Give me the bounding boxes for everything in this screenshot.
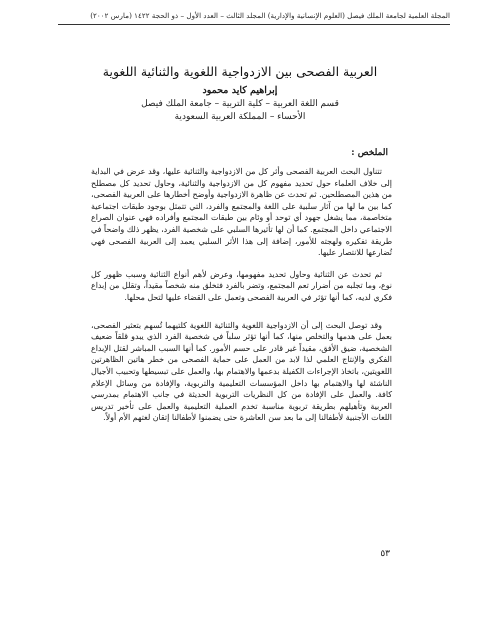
running-header: المجلة العلمية لجامعة الملك فيصل (العلوم الإنسانية والإدارية) المجلد الثالث – العدد الأول – ذو الحجة ١٤٢٢ (مارس ٢٠٠٢): [90, 11, 450, 20]
abstract-heading: الملخص :: [351, 148, 388, 158]
page-number: ٥٣: [380, 549, 390, 559]
abstract-paragraph-3: وقد توصل البحث إلى أن الازدواجية اللغوية والثنائية اللغوية كلتيهما تُسهم بتعثير الفصحى، بعمل على هدمها والتخلص منها، كما أنها تؤثر سلباً في شخصية الفرد الذي يبدو قلقاً ضعيف الشخصية، ضيق الأفق، مقيداً غير قادر على حسم الأمور. كما أنها السبب المباشر لقتل الإبداع الفكري والإنتاج العلمي لذا لابد من العمل على حماية الفصحى من خطر هاتين الظاهرتين اللغويتين، باتخاذ الإجراءات الكفيلة بدعمها والاهتمام بها، والعمل على تبسيطها وتحبيب الأجيال الناشئة لها والاهتمام بها داخل المؤسسات التعليمية والتربوية، والإفادة من وسائل الإعلام كافة. والعمل على الإفادة من كل النظريات التربوية الحديثة في جانب الاهتمام بمدرسي العربية وتأهيلهم بطريقة تربوية مناسبة تخدم العملية التعليمية والعمل على تأخير تدريس اللغات الأجنبية لأطفالنا إلى ما بعد سن العاشرة حتى يضمنوا لأطفالنا إتقان لغتهم الأم أولاً.: [91, 320, 392, 423]
header-rule: [58, 24, 450, 25]
author-name: إبراهيم كايد محمود: [202, 85, 278, 96]
abstract-body: [91, 166, 392, 424]
abstract-paragraph-1: تتناول البحث العربية الفصحى وأثر كل من الازدواجية والثنائية عليها، وقد عرض في البداية إلى خلاف العلماء حول تحديد مفهوم كل من الازدواجية والثنائية، وحاول تحديد كل مصطلح من هذين المصطلحين. ثم تحدث عن ظاهرة الازدواجية وأوضح أخطارها على العربية الفصحى، كما بين ما لها من آثار سلبية على اللغة والمجتمع والفرد، التي تتمثل بوجود طبقات اجتماعية متخاصمة، مما يشغل جهود أي توحد أو وئام بين طبقات المجتمع وأفراده فهي عنوان الصراع الاجتماعي داخل المجتمع. كما أن لها تأثيرها السلبي على شخصية الفرد، يظهر ذلك واضحاً في طريقة تفكيره ولهجته للأمور، إضافة إلى هذا الأثر السلبي يعمد إلى العربية الفصحى فهي تُضارعها للانتصار عليها.: [91, 167, 392, 258]
author-block: [140, 84, 340, 125]
author-affiliation: قسم اللغة العربية – كلية التربية – جامعة الملك فيصل: [141, 98, 339, 109]
abstract-paragraph-2: ثم تحدث عن الثنائية وحاول تحديد مفهومها، وعرض لأهم أنواع الثنائية وسبب ظهور كل نوع، وما تجلبه من أضرار تعم المجتمع، وتضر بالفرد فتخلق منه شخصاً مقيداً، وتقلل من إبداع فكري لديه، كما أنها تؤثر في العربية الفصحى وتعمل على القضاء عليها لتحل محلها.: [91, 269, 392, 302]
author-location: الأحساء – المملكة العربية السعودية: [174, 112, 306, 122]
paper-title: العربية الفصحى بين الازدواجية اللغوية والثنائية اللغوية: [102, 64, 378, 79]
